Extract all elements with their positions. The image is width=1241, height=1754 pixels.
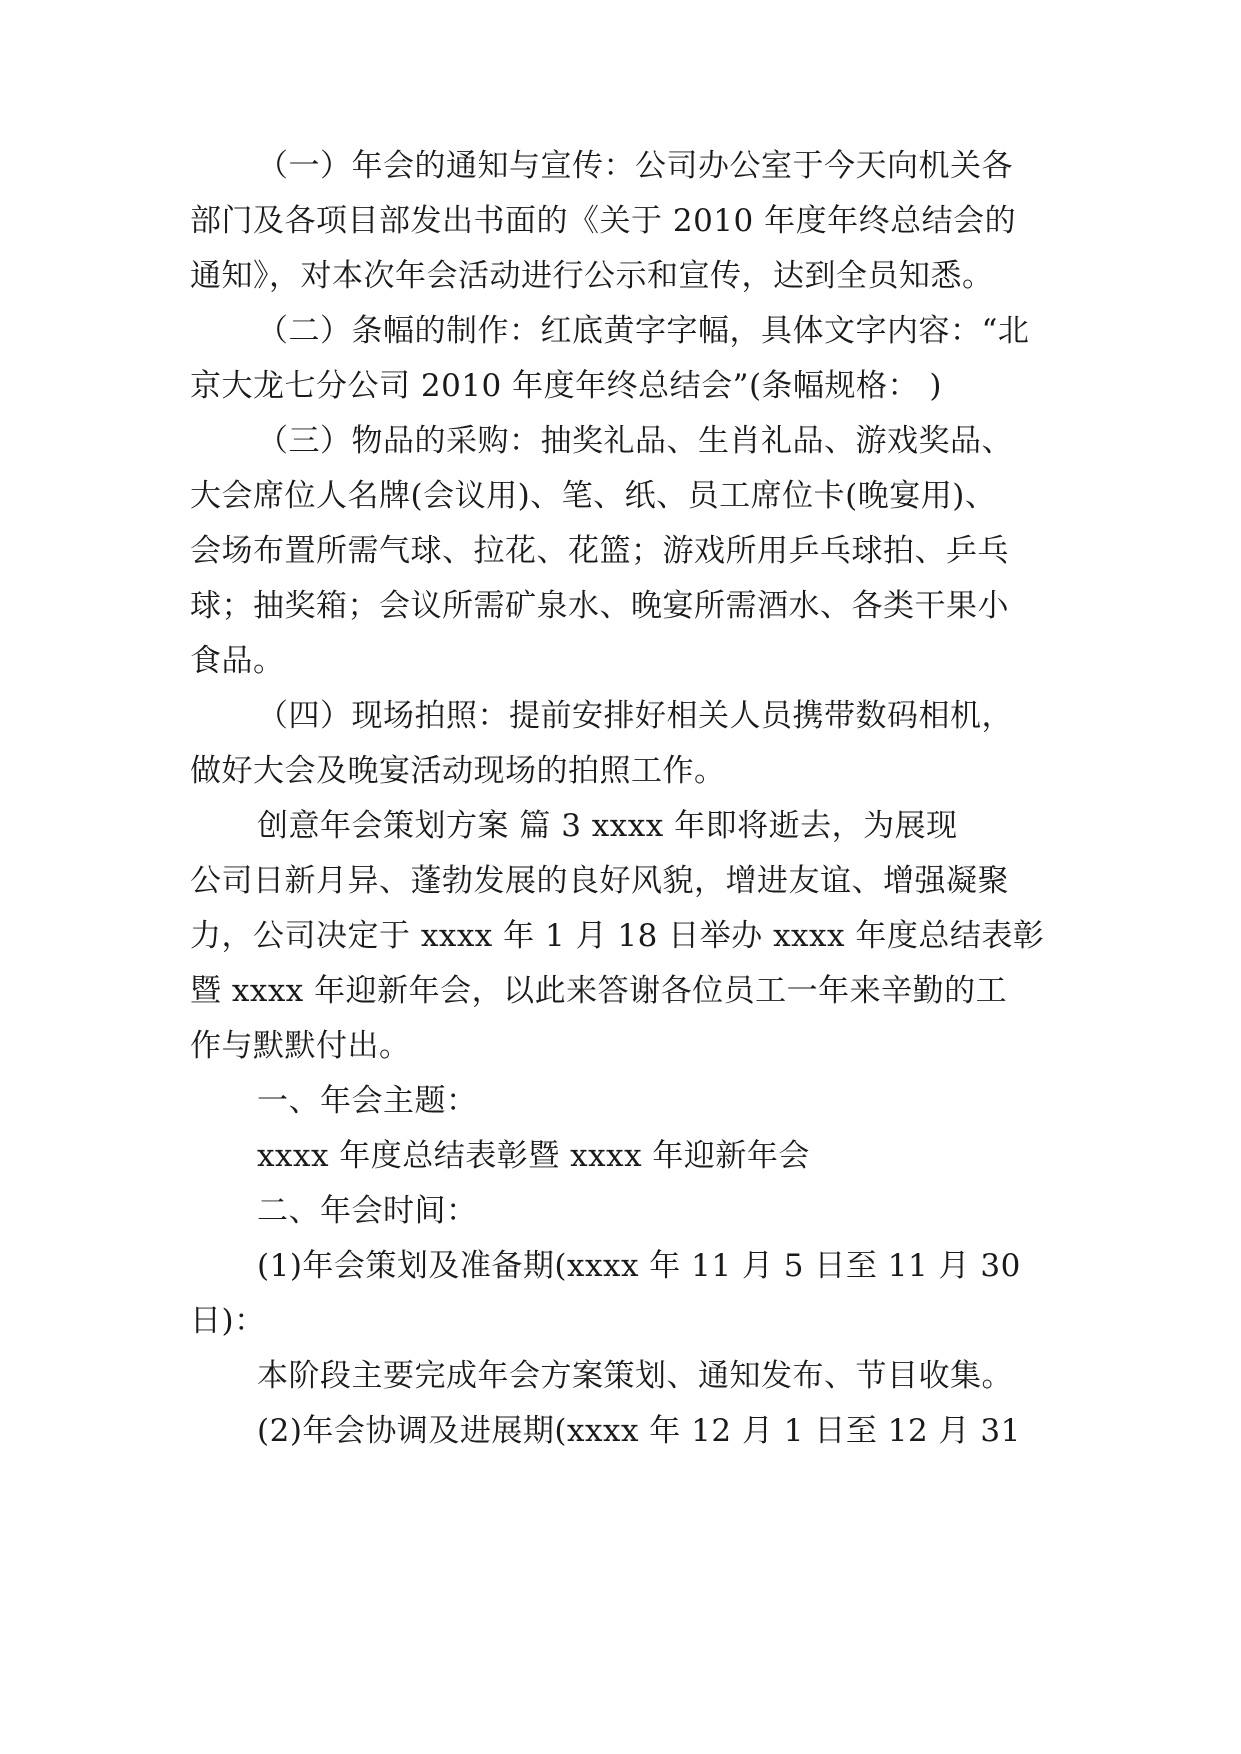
paragraph-5-line-5: 作与默默付出。	[190, 1028, 411, 1064]
theme-text: xxxx 年度总结表彰暨 xxxx 年迎新年会	[257, 1138, 810, 1174]
section-heading-theme: 一、年会主题：	[257, 1083, 478, 1119]
time-item-1-line-2: 日)：	[190, 1303, 266, 1339]
paragraph-4-line-1: （四）现场拍照：提前安排好相关人员携带数码相机，	[257, 698, 1013, 734]
paragraph-1-line-3: 通知》，对本次年会活动进行公示和宣传，达到全员知悉。	[190, 258, 994, 294]
paragraph-1-line-2: 部门及各项目部发出书面的《关于 2010 年度年终总结会的	[190, 203, 1017, 239]
paragraph-2-line-1: （二）条幅的制作：红底黄字字幅，具体文字内容：“北	[257, 313, 1030, 349]
paragraph-4-line-2: 做好大会及晚宴活动现场的拍照工作。	[190, 753, 726, 789]
paragraph-3-line-5: 食品。	[190, 643, 285, 679]
paragraph-3-line-2: 大会席位人名牌(会议用)、笔、纸、员工席位卡(晚宴用)、	[190, 478, 997, 514]
paragraph-3-line-3: 会场布置所需气球、拉花、花篮；游戏所用乒乓球拍、乒乓	[190, 533, 1009, 569]
paragraph-3-line-4: 球；抽奖箱；会议所需矿泉水、晚宴所需酒水、各类干果小	[190, 588, 1009, 624]
time-item-1-description: 本阶段主要完成年会方案策划、通知发布、节目收集。	[257, 1358, 1013, 1394]
paragraph-2-line-2: 京大龙七分公司 2010 年度年终总结会”(条幅规格： )	[190, 368, 942, 404]
time-item-2-line-1: (2)年会协调及进展期(xxxx 年 12 月 1 日至 12 月 31	[257, 1413, 1021, 1449]
paragraph-5-line-4: 暨 xxxx 年迎新年会，以此来答谢各位员工一年来辛勤的工	[190, 973, 1008, 1009]
paragraph-5-line-2: 公司日新月异、蓬勃发展的良好风貌，增进友谊、增强凝聚	[190, 863, 1009, 899]
paragraph-5-line-1: 创意年会策划方案 篇 3 xxxx 年即将逝去，为展现	[257, 808, 958, 844]
paragraph-3-line-1: （三）物品的采购：抽奖礼品、生肖礼品、游戏奖品、	[257, 423, 1013, 459]
time-item-1-line-1: (1)年会策划及准备期(xxxx 年 11 月 5 日至 11 月 30	[257, 1248, 1021, 1284]
section-heading-time: 二、年会时间：	[257, 1193, 478, 1229]
paragraph-1-line-1: （一）年会的通知与宣传：公司办公室于今天向机关各	[257, 148, 1013, 184]
paragraph-5-line-3: 力，公司决定于 xxxx 年 1 月 18 日举办 xxxx 年度总结表彰	[190, 918, 1045, 954]
